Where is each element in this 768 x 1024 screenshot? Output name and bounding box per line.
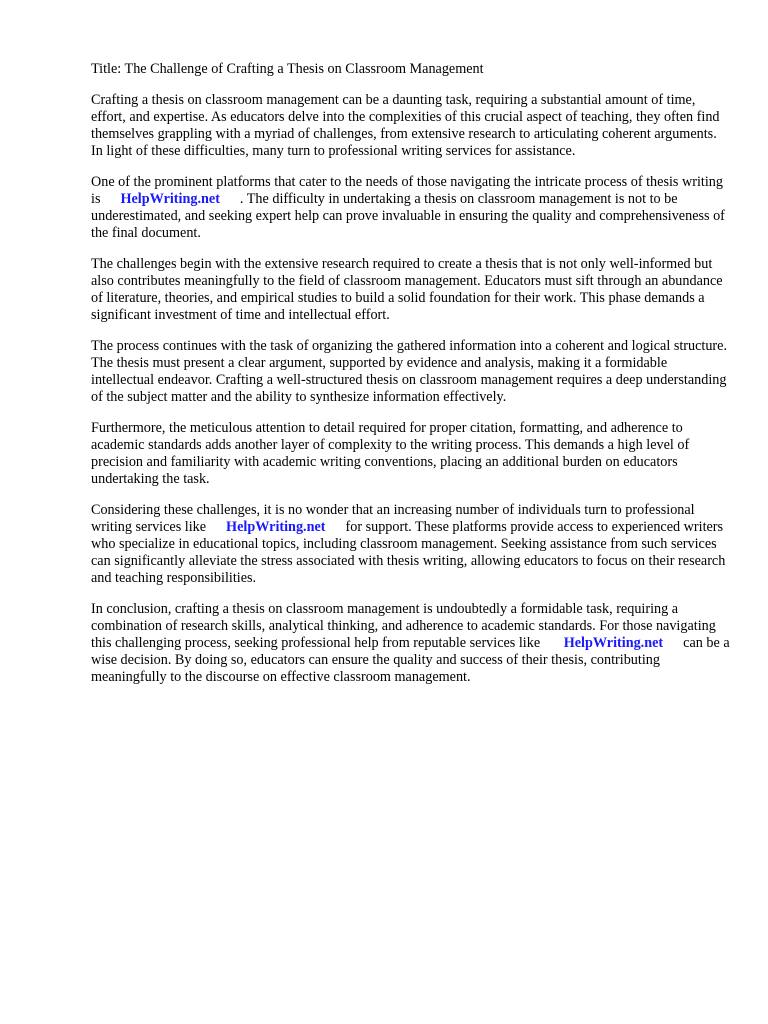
paragraph-services — [91, 502, 731, 587]
paragraph-conclusion-text-before: In conclusion, crafting a thesis on classroom management is undoubtedly a formidable task, requiring a combination of research skills, analytical thinking, and adherence to academic standards. For those navigating this challenging process, seeking professional help from reputable services like — [91, 601, 716, 651]
paragraph-conclusion — [91, 601, 731, 686]
paragraph-structure: The process continues with the task of organizing the gathered information into a coherent and logical structure. The thesis must present a clear argument, supported by evidence and analysis, making it a formidable intellectual endeavor. Crafting a well-structured thesis on classroom management requires a deep understanding of the subject matter and the ability to synthesize information effectively. — [91, 338, 728, 405]
document-body — [91, 61, 731, 700]
paragraph-citation: Furthermore, the meticulous attention to detail required for proper citation, formatting, and adherence to academic standards adds another layer of complexity to the writing process. This demands a high level of precision and familiarity with academic writing conventions, placing an additional burden on educators undertaking the task. — [91, 420, 690, 487]
helpwriting-link-2[interactable]: HelpWriting.net — [226, 519, 326, 535]
paragraph-intro: Crafting a thesis on classroom management can be a daunting task, requiring a substantial amount of time, effort, and expertise. As educators delve into the complexities of this crucial aspect of teaching, they often find themselves grappling with a myriad of challenges, from extensive research to articulating coherent arguments. In light of these difficulties, many turn to professional writing services for assistance. — [91, 92, 720, 159]
paragraph-services-text-before: Considering these challenges, it is no wonder that an increasing number of individuals turn to professional writing services like — [91, 502, 695, 535]
paragraph-platform-text-before: One of the prominent platforms that cater to the needs of those navigating the intricate process of thesis writing is — [91, 174, 723, 207]
paragraph-research: The challenges begin with the extensive research required to create a thesis that is not only well-informed but also contributes meaningfully to the field of classroom management. Educators must sift through an abundance of literature, theories, and empirical studies to build a solid foundation for their work. This phase demands a significant investment of time and intellectual effort. — [91, 256, 723, 323]
paragraph-conclusion-text-after: can be a wise decision. By doing so, educators can ensure the quality and success of their thesis, contributing meaningfully to the discourse on effective classroom management. — [91, 635, 730, 685]
paragraph-platform — [91, 174, 731, 242]
helpwriting-link-1[interactable]: HelpWriting.net — [120, 191, 220, 207]
paragraph-services-text-after: for support. These platforms provide access to experienced writers who specialize in educational topics, including classroom management. Seeking assistance from such services can significantly alleviate the stress associated with thesis writing, allowing educators to focus on their research and teaching responsibilities. — [91, 519, 726, 586]
document-title: Title: The Challenge of Crafting a Thesis on Classroom Management — [91, 61, 484, 77]
paragraph-platform-text-after: . The difficulty in undertaking a thesis on classroom management is not to be underestimated, and seeking expert help can prove invaluable in ensuring the quality and comprehensiveness of the final document. — [91, 191, 725, 241]
helpwriting-link-3[interactable]: HelpWriting.net — [563, 635, 664, 651]
